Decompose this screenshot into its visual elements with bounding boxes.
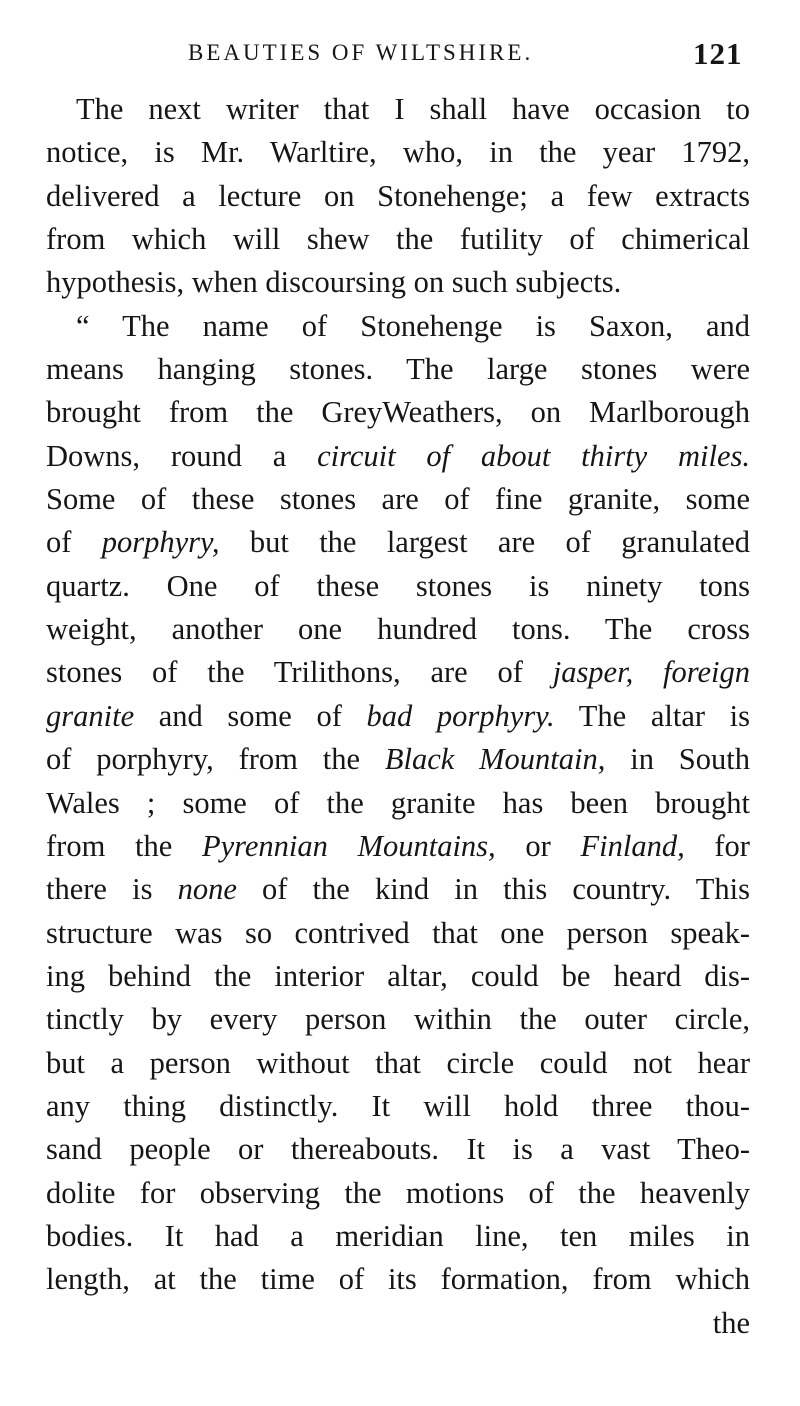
text-line — [46, 998, 750, 1041]
text-line — [46, 348, 750, 391]
text-line — [46, 738, 750, 781]
text-run: weight, another one hundred tons. The cross — [46, 612, 750, 647]
text-run: there is — [46, 872, 178, 907]
text-run: The next writer that I shall have occasion to — [76, 92, 750, 126]
text-run: bodies. It had a meridian line, ten miles in — [46, 1218, 750, 1253]
text-line — [46, 478, 750, 521]
running-title: BEAUTIES OF WILTSHIRE. — [188, 40, 534, 65]
running-head — [0, 36, 800, 76]
text-line — [46, 1128, 750, 1171]
page-number: 121 — [693, 36, 743, 71]
text-line — [46, 955, 750, 998]
text-run: but a person without that circle could not hear — [46, 1045, 750, 1080]
italic-text: Pyrennian Mountains, — [201, 828, 496, 863]
text-line — [46, 825, 750, 868]
text-run: and some of — [134, 698, 367, 733]
text-line — [46, 218, 750, 261]
text-line — [46, 695, 750, 738]
text-run: length, at the time of its formation, from which — [46, 1262, 750, 1297]
text-line — [46, 651, 750, 694]
text-run: from which will shew the futility of chimerical — [46, 222, 750, 257]
text-run: structure was so contrived that one person speak- — [46, 915, 750, 950]
text-line — [46, 88, 750, 131]
text-run: of the kind in this country. This — [236, 872, 750, 907]
italic-text: none — [177, 872, 237, 907]
text-run: delivered a lecture on Stonehenge; a few extracts — [46, 178, 750, 213]
text-run: brought from the GreyWeathers, on Marlborough — [46, 395, 750, 430]
text-run: but the largest are of granulated — [219, 525, 750, 560]
text-line — [46, 868, 750, 911]
text-run: quartz. One of these stones is ninety tons — [46, 568, 750, 603]
catchword: the — [712, 1305, 750, 1340]
text-line — [46, 1215, 750, 1258]
text-run: means hanging stones. The large stones were — [46, 352, 750, 387]
text-run: dolite for observing the motions of the heavenly — [46, 1175, 750, 1210]
text-line — [46, 175, 750, 218]
text-line — [46, 1085, 750, 1128]
italic-text: granite — [46, 698, 135, 733]
text-line — [46, 912, 750, 955]
italic-text: porphyry, — [101, 525, 220, 560]
text-line — [46, 305, 750, 348]
text-run: from the — [46, 828, 202, 863]
italic-text: jasper, foreign — [552, 655, 750, 690]
text-line — [46, 131, 750, 174]
text-run: or — [495, 828, 581, 863]
text-run: of porphyry, from the — [46, 742, 385, 777]
text-line — [46, 435, 750, 478]
italic-text: Finland, — [580, 828, 685, 863]
text-line — [46, 261, 750, 304]
text-line — [46, 521, 750, 564]
italic-text: bad porphyry. — [366, 698, 555, 733]
text-run: hypothesis, when discoursing on such subjects. — [46, 265, 622, 300]
text-line — [46, 1258, 750, 1301]
text-run: Wales ; some of the granite has been brought — [46, 785, 750, 820]
text-line — [46, 782, 750, 825]
text-run: Downs, round a — [46, 438, 318, 473]
text-line — [46, 1042, 750, 1085]
text-line — [46, 1172, 750, 1215]
text-line — [46, 565, 750, 608]
text-line — [46, 608, 750, 651]
text-run: stones of the Trilithons, are of — [46, 655, 553, 690]
text-run: ing behind the interior altar, could be heard dis- — [46, 958, 750, 993]
italic-text: circuit of about thirty miles. — [317, 438, 750, 473]
text-run: of — [46, 525, 102, 560]
text-run: tinctly by every person within the outer circle, — [46, 1002, 750, 1037]
text-run: The altar is — [554, 698, 750, 733]
text-run: in South — [605, 742, 750, 777]
text-run: Some of these stones are of fine granite, some — [46, 482, 750, 517]
text-run: “ The name of Stonehenge is Saxon, and — [76, 308, 750, 343]
body-text — [46, 88, 750, 1345]
italic-text: Black Mountain, — [384, 742, 606, 777]
text-line — [46, 391, 750, 434]
text-run: sand people or thereabouts. It is a vast Theo- — [46, 1132, 750, 1167]
text-run: notice, is Mr. Warltire, who, in the year 1792, — [46, 135, 750, 170]
text-run: for — [684, 828, 750, 863]
text-run: any thing distinctly. It will hold three thou- — [46, 1088, 750, 1123]
